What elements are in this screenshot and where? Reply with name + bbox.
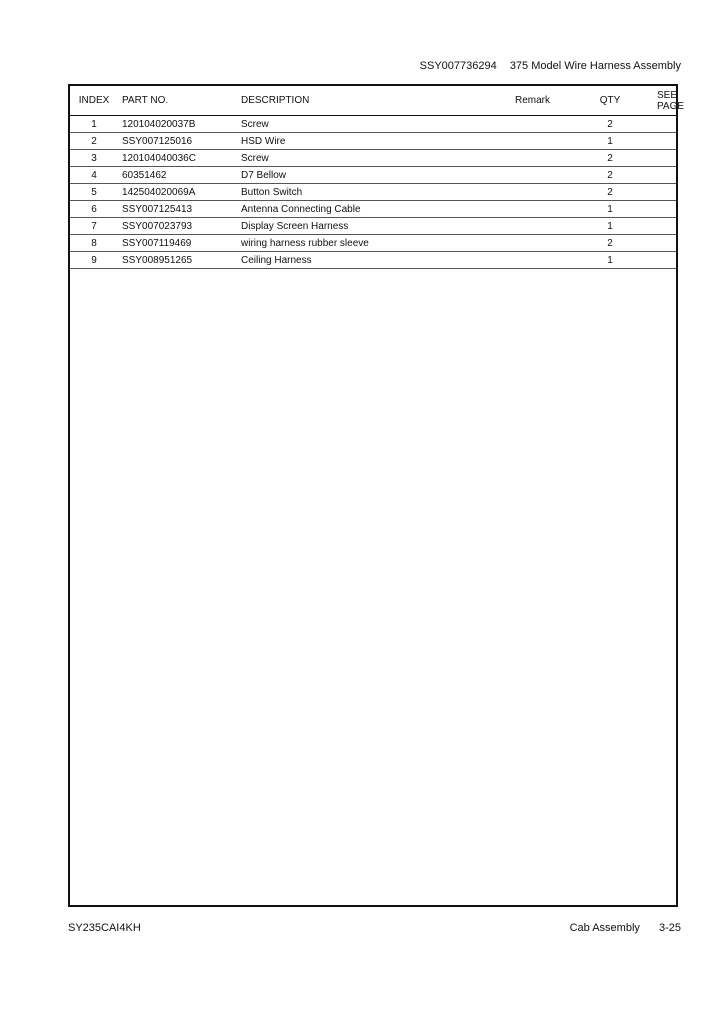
cell-see-page bbox=[653, 133, 676, 150]
cell-description: Button Switch bbox=[237, 184, 511, 201]
cell-see-page bbox=[653, 150, 676, 167]
cell-part-no: 120104020037B bbox=[118, 116, 237, 133]
cell-see-page bbox=[653, 116, 676, 133]
cell-qty: 2 bbox=[567, 184, 653, 201]
cell-part-no: 60351462 bbox=[118, 167, 237, 184]
cell-part-no: 142504020069A bbox=[118, 184, 237, 201]
table-row bbox=[70, 184, 676, 201]
cell-qty: 2 bbox=[567, 235, 653, 252]
footer-section: Cab Assembly bbox=[569, 922, 640, 934]
cell-qty: 1 bbox=[567, 201, 653, 218]
cell-remark bbox=[511, 167, 567, 184]
cell-description: Ceiling Harness bbox=[237, 252, 511, 269]
cell-part-no: SSY007125413 bbox=[118, 201, 237, 218]
cell-qty: 1 bbox=[567, 252, 653, 269]
table-row bbox=[70, 167, 676, 184]
cell-index: 6 bbox=[70, 201, 118, 218]
cell-remark bbox=[511, 184, 567, 201]
cell-part-no: SSY007125016 bbox=[118, 133, 237, 150]
cell-remark bbox=[511, 201, 567, 218]
cell-see-page bbox=[653, 218, 676, 235]
cell-index: 8 bbox=[70, 235, 118, 252]
cell-remark bbox=[511, 252, 567, 269]
page-footer bbox=[570, 922, 681, 934]
table-row bbox=[70, 218, 676, 235]
cell-description: Screw bbox=[237, 116, 511, 133]
cell-index: 4 bbox=[70, 167, 118, 184]
cell-description: Display Screen Harness bbox=[237, 218, 511, 235]
cell-qty: 2 bbox=[567, 150, 653, 167]
cell-index: 1 bbox=[70, 116, 118, 133]
cell-remark bbox=[511, 235, 567, 252]
cell-see-page bbox=[653, 252, 676, 269]
cell-see-page bbox=[653, 184, 676, 201]
column-header-index: INDEX bbox=[70, 86, 118, 116]
table-row bbox=[70, 133, 676, 150]
cell-index: 5 bbox=[70, 184, 118, 201]
cell-description: D7 Bellow bbox=[237, 167, 511, 184]
column-header-part-no: PART NO. bbox=[118, 86, 237, 116]
column-header-see-page bbox=[653, 86, 685, 116]
cell-description: HSD Wire bbox=[237, 133, 511, 150]
footer-page-number: 3-25 bbox=[658, 922, 681, 934]
footer-model: SY235CAI4KH bbox=[68, 922, 141, 934]
cell-description: Antenna Connecting Cable bbox=[237, 201, 511, 218]
cell-see-page bbox=[653, 167, 676, 184]
column-header-remark: Remark bbox=[511, 86, 567, 116]
cell-remark bbox=[511, 116, 567, 133]
table-row bbox=[70, 235, 676, 252]
see-page-line-2: PAGE bbox=[657, 100, 685, 112]
page-header bbox=[420, 60, 681, 72]
cell-part-no: SSY007023793 bbox=[118, 218, 237, 235]
cell-remark bbox=[511, 218, 567, 235]
table-header-row bbox=[70, 86, 676, 116]
see-page-line-1: SEE bbox=[657, 89, 678, 101]
assembly-title: 375 Model Wire Harness Assembly bbox=[509, 60, 681, 72]
cell-see-page bbox=[653, 201, 676, 218]
cell-index: 2 bbox=[70, 133, 118, 150]
cell-remark bbox=[511, 133, 567, 150]
cell-description: Screw bbox=[237, 150, 511, 167]
cell-qty: 1 bbox=[567, 133, 653, 150]
parts-table bbox=[70, 86, 685, 269]
table-row bbox=[70, 201, 676, 218]
cell-part-no: SSY008951265 bbox=[118, 252, 237, 269]
assembly-part-number: SSY007736294 bbox=[419, 60, 497, 72]
cell-description: wiring harness rubber sleeve bbox=[237, 235, 511, 252]
cell-qty: 2 bbox=[567, 116, 653, 133]
column-header-description: DESCRIPTION bbox=[237, 86, 511, 116]
cell-qty: 2 bbox=[567, 167, 653, 184]
cell-qty: 1 bbox=[567, 218, 653, 235]
cell-index: 7 bbox=[70, 218, 118, 235]
cell-index: 9 bbox=[70, 252, 118, 269]
column-header-qty: QTY bbox=[567, 86, 653, 116]
cell-remark bbox=[511, 150, 567, 167]
cell-part-no: SSY007119469 bbox=[118, 235, 237, 252]
cell-index: 3 bbox=[70, 150, 118, 167]
cell-see-page bbox=[653, 235, 676, 252]
table-row bbox=[70, 150, 676, 167]
cell-part-no: 120104040036C bbox=[118, 150, 237, 167]
parts-list-frame bbox=[68, 84, 685, 907]
table-row bbox=[70, 116, 676, 133]
table-row bbox=[70, 252, 676, 269]
